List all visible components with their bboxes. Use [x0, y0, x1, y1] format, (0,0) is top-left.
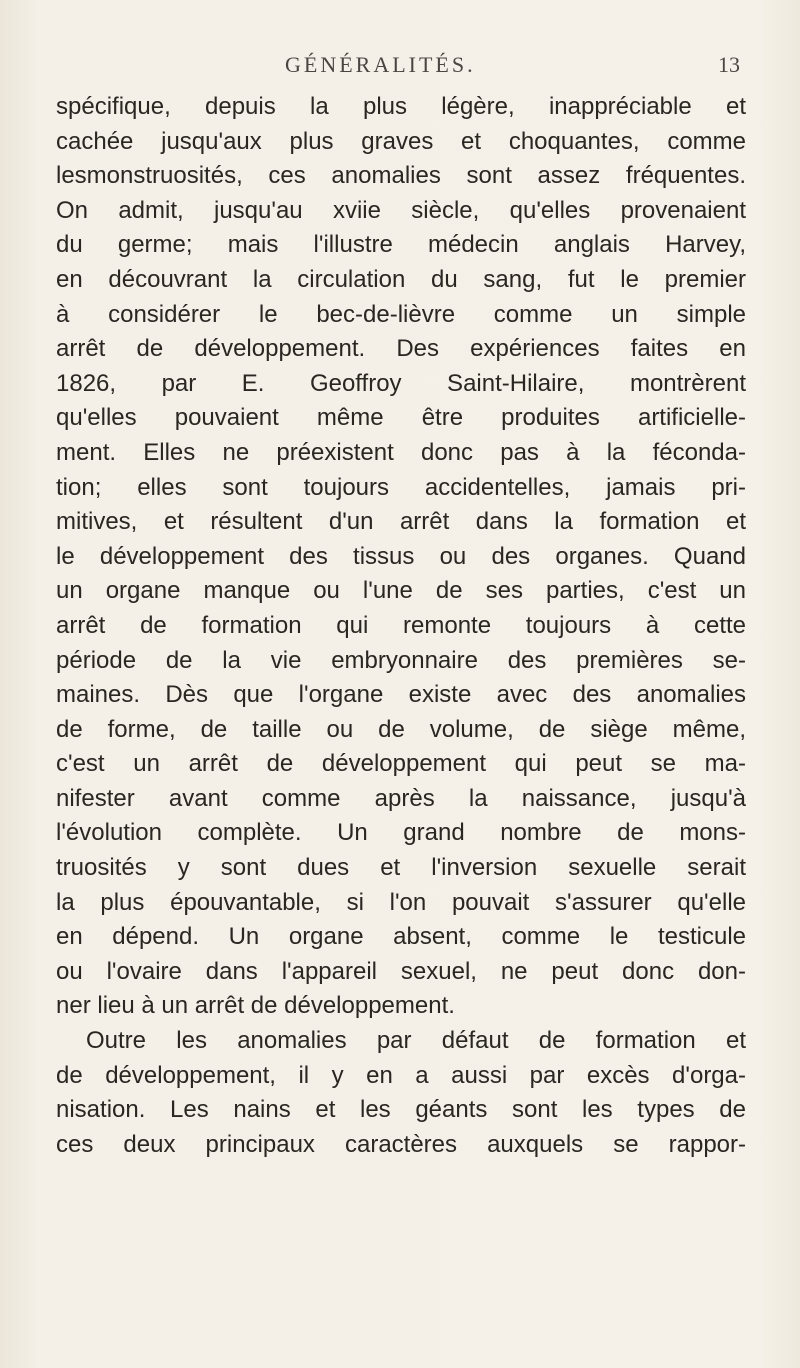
text-line: ner lieu à un arrêt de développement.: [56, 992, 455, 1020]
text-line: un organe manque ou l'une de ses parties, c'est un: [56, 577, 746, 605]
text-line: maines. Dès que l'organe existe avec des anomalies: [56, 681, 746, 709]
text-line: nifester avant comme après la naissance, jusqu'à: [56, 784, 746, 812]
text-line: On admit, jusqu'au xviie siècle, qu'elles provenaient: [56, 196, 746, 224]
running-head: [0, 52, 800, 82]
text-line: du germe; mais l'illustre médecin anglais Harvey,: [56, 231, 746, 259]
text-line: ment. Elles ne préexistent donc pas à la féconda-: [56, 438, 746, 466]
text-line: arrêt de développement. Des expériences faites en: [56, 335, 746, 363]
text-line: tion; elles sont toujours accidentelles, jamais pri-: [56, 473, 746, 501]
text-line: de forme, de taille ou de volume, de siège même,: [56, 715, 746, 743]
text-line: le développement des tissus ou des organes. Quand: [56, 542, 746, 570]
text-line: 1826, par E. Geoffroy Saint-Hilaire, montrèrent: [56, 369, 746, 397]
text-line: qu'elles pouvaient même être produites artificielle-: [56, 404, 746, 432]
text-line: nisation. Les nains et les géants sont les types de: [56, 1096, 746, 1124]
text-line: cachée jusqu'aux plus graves et choquantes, comme: [56, 127, 746, 155]
text-line: ou l'ovaire dans l'appareil sexuel, ne peut donc don-: [56, 957, 746, 985]
text-line: arrêt de formation qui remonte toujours à cette: [56, 611, 746, 639]
text-line: truosités y sont dues et l'inversion sexuelle serait: [56, 854, 746, 882]
text-line: la plus épouvantable, si l'on pouvait s'assurer qu'elle: [56, 888, 746, 916]
text-line: ces deux principaux caractères auxquels se rappor-: [56, 1130, 746, 1158]
text-line: en dépend. Un organe absent, comme le testicule: [56, 923, 746, 951]
page-number: 13: [718, 52, 740, 77]
text-line: spécifique, depuis la plus légère, inappréciable et: [56, 93, 746, 120]
text-line: à considérer le bec-de-lièvre comme un simple: [56, 300, 746, 328]
body-text: [56, 90, 746, 1162]
text-line: Outre les anomalies par défaut de formation et: [86, 1027, 746, 1055]
text-line: mitives, et résultent d'un arrêt dans la formation et: [56, 508, 746, 536]
text-line: période de la vie embryonnaire des premières se-: [56, 646, 746, 674]
text-line: c'est un arrêt de développement qui peut se ma-: [56, 750, 746, 778]
running-head-title: GÉNÉRALITÉS.: [285, 52, 476, 77]
text-line: l'évolution complète. Un grand nombre de mons-: [56, 819, 746, 847]
text-line: lesmonstruosités, ces anomalies sont assez fréquentes.: [56, 162, 746, 190]
text-line: de développement, il y en a aussi par excès d'orga-: [56, 1061, 746, 1089]
text-line: en découvrant la circulation du sang, fut le premier: [56, 265, 746, 293]
